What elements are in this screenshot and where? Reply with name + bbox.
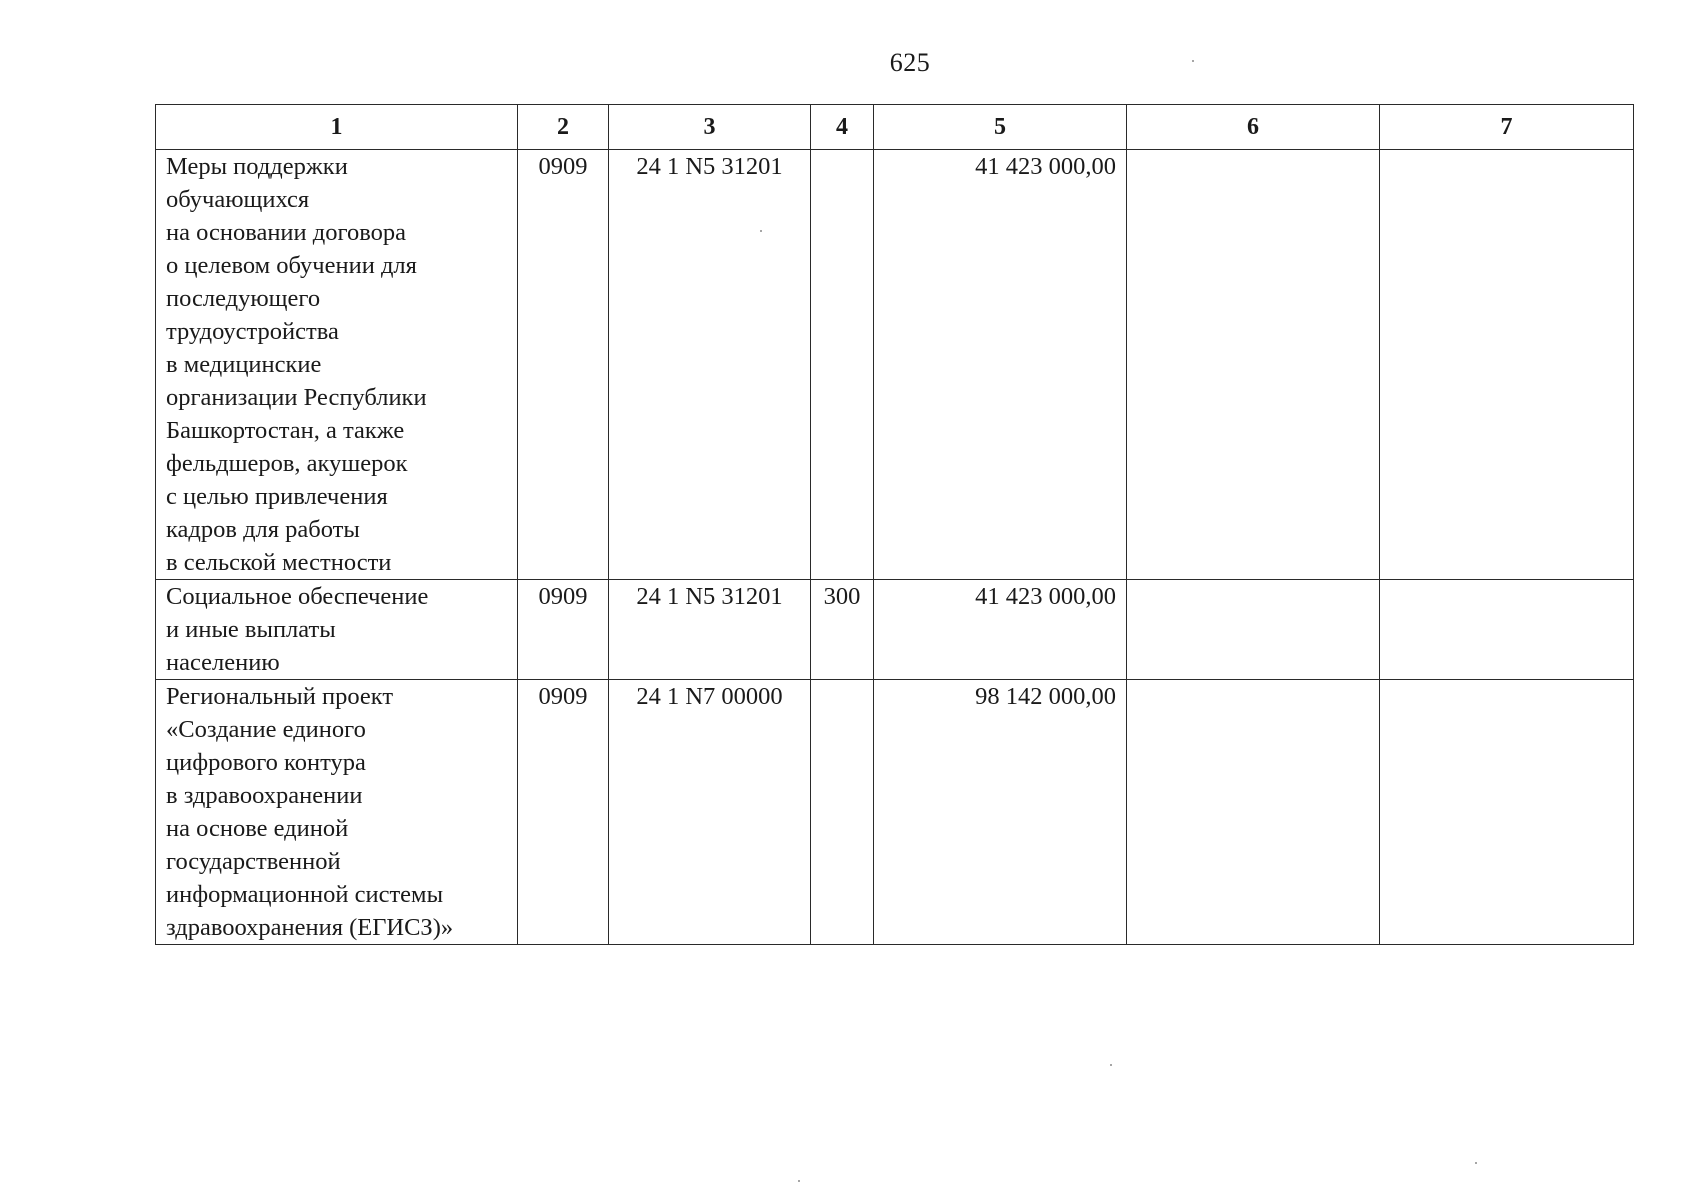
column-header-6: 6: [1127, 105, 1380, 150]
table-row: [156, 680, 1634, 945]
row-col6: [1127, 580, 1380, 680]
column-header-1: 1: [156, 105, 518, 150]
row-section-code: 0909: [518, 680, 609, 945]
row-amount: 41 423 000,00: [874, 580, 1127, 680]
row-expense-type: [811, 150, 874, 580]
column-header-7: 7: [1380, 105, 1634, 150]
page-number: 625: [889, 48, 931, 77]
scan-speck: [798, 1180, 800, 1182]
row-amount: 98 142 000,00: [874, 680, 1127, 945]
row-name: Региональный проект «Создание единого цифрового контура в здравоохранении на основе единой государственной информационной системы здравоохранения (ЕГИСЗ)»: [156, 680, 518, 945]
scan-speck: [1475, 1162, 1477, 1164]
row-target-code: 24 1 N5 31201: [609, 150, 811, 580]
row-col7: [1380, 150, 1634, 580]
row-section-code: 0909: [518, 580, 609, 680]
row-col6: [1127, 680, 1380, 945]
scan-speck: [1110, 1064, 1112, 1066]
scan-speck: [1192, 60, 1194, 62]
column-header-5: 5: [874, 105, 1127, 150]
row-target-code: 24 1 N5 31201: [609, 580, 811, 680]
scan-speck: [760, 230, 762, 232]
row-col7: [1380, 580, 1634, 680]
table-row: [156, 580, 1634, 680]
row-name: Меры поддержки обучающихся на основании договора о целевом обучении для последующего трудоустройства в медицинские организации Республики Башкортостан, а также фельдшеров, акушерок с целью привлечения кадров для работы в сельской местности: [156, 150, 518, 580]
header-row: [156, 105, 1634, 150]
column-header-3: 3: [609, 105, 811, 150]
row-col7: [1380, 680, 1634, 945]
row-section-code: 0909: [518, 150, 609, 580]
column-header-4: 4: [811, 105, 874, 150]
row-amount: 41 423 000,00: [874, 150, 1127, 580]
row-target-code: 24 1 N7 00000: [609, 680, 811, 945]
row-col6: [1127, 150, 1380, 580]
budget-table: [155, 104, 1634, 945]
row-name: Социальное обеспечение и иные выплаты населению: [156, 580, 518, 680]
column-header-2: 2: [518, 105, 609, 150]
row-expense-type: 300: [811, 580, 874, 680]
table-row: [156, 150, 1634, 580]
row-expense-type: [811, 680, 874, 945]
